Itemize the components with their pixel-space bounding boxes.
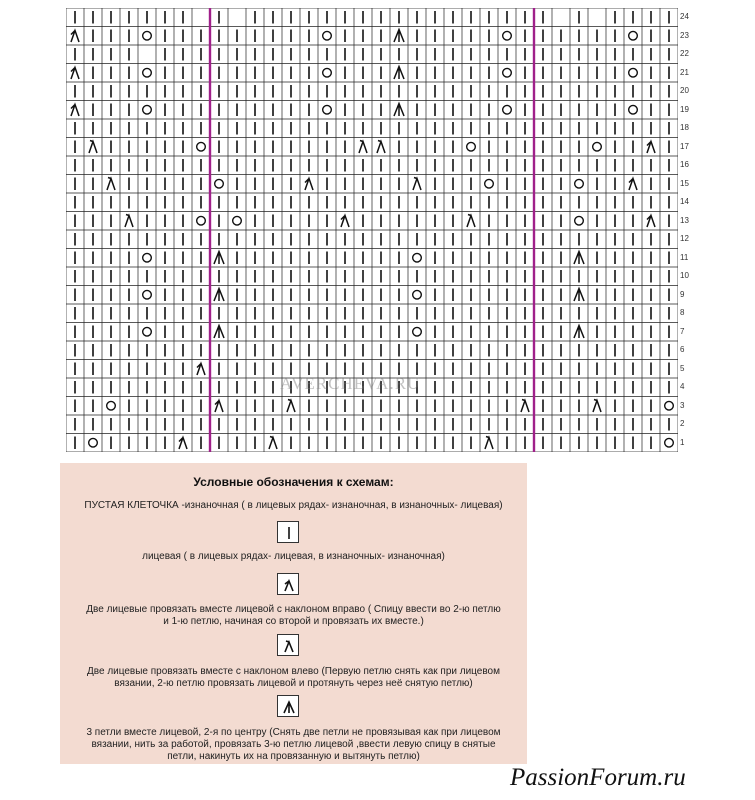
row-number-label: 22 xyxy=(680,49,689,59)
legend-k2tog-left-line1: Две лицевые провязать вместе с наклоном влево (Первую петлю снять как при лицевом xyxy=(87,666,500,677)
k3tog-symbol-box xyxy=(277,695,299,717)
watermark: AVERCHEVA.RU xyxy=(280,374,421,393)
row-number-label: 17 xyxy=(680,141,689,151)
row-number-label: 12 xyxy=(680,234,689,244)
row-number-label: 21 xyxy=(680,67,689,77)
row-number-label: 4 xyxy=(680,382,685,392)
row-number-label: 7 xyxy=(680,326,685,336)
legend-k3tog-line2: вязании, нить за работой, провязать 3-ю петлю лицевой ,ввести левую спицу в снятые xyxy=(91,739,496,750)
row-number-label: 18 xyxy=(680,123,689,133)
legend-title: Условные обозначения к схемам: xyxy=(193,475,394,489)
row-number-label: 8 xyxy=(680,308,685,318)
row-number-label: 3 xyxy=(680,400,685,410)
k2tog-right-icon xyxy=(278,574,300,596)
row-number-label: 15 xyxy=(680,178,689,188)
row-number-label: 13 xyxy=(680,215,689,225)
legend-panel xyxy=(60,463,527,764)
legend-k2tog-left-line2: вязании, 2-ю петлю провязать лицевой и протянуть через неё снятую петлю) xyxy=(114,678,473,689)
k2tog-right-symbol-box xyxy=(277,573,299,595)
knit-stitch-icon xyxy=(278,522,300,544)
row-number-label: 11 xyxy=(680,252,689,262)
legend-purl-text: ПУСТАЯ КЛЕТОЧКА -изнаночная ( в лицевых рядах- изнаночная, в изнаночных- лицевая) xyxy=(84,500,503,511)
legend-knit-text: лицевая ( в лицевых рядах- лицевая, в изнаночных- изнаночная) xyxy=(142,551,445,562)
site-logo-text: PassionForum.ru xyxy=(510,764,686,791)
row-number-label: 14 xyxy=(680,197,689,207)
row-number-label: 9 xyxy=(680,289,685,299)
row-number-label: 2 xyxy=(680,419,685,429)
row-number-label: 10 xyxy=(680,271,689,281)
legend-k2tog-right-line2: и 1-ю петлю, начиная со второй и провязать их вместе.) xyxy=(163,616,424,627)
row-number-label: 16 xyxy=(680,160,689,170)
row-number-label: 6 xyxy=(680,345,685,355)
k2tog-left-symbol-box xyxy=(277,634,299,656)
k2tog-left-icon xyxy=(278,635,300,657)
row-number-label: 19 xyxy=(680,104,689,114)
legend-k3tog-line3: петли, накинуть их на провязанную и вытянуть петлю) xyxy=(167,751,420,762)
legend-k2tog-right-line1: Две лицевые провязать вместе лицевой с наклоном вправо ( Спицу ввести во 2-ю петлю xyxy=(86,604,501,615)
k3tog-center-icon xyxy=(278,696,300,718)
row-number-label: 24 xyxy=(680,12,689,22)
row-numbers xyxy=(680,8,710,452)
row-number-label: 5 xyxy=(680,363,685,373)
knit-symbol-box xyxy=(277,521,299,543)
row-number-label: 20 xyxy=(680,86,689,96)
row-number-label: 23 xyxy=(680,30,689,40)
legend-k3tog-line1: 3 петли вместе лицевой, 2-я по центру (Снять две петли не провязывая как при лицевом xyxy=(86,727,501,738)
row-number-label: 1 xyxy=(680,437,685,447)
